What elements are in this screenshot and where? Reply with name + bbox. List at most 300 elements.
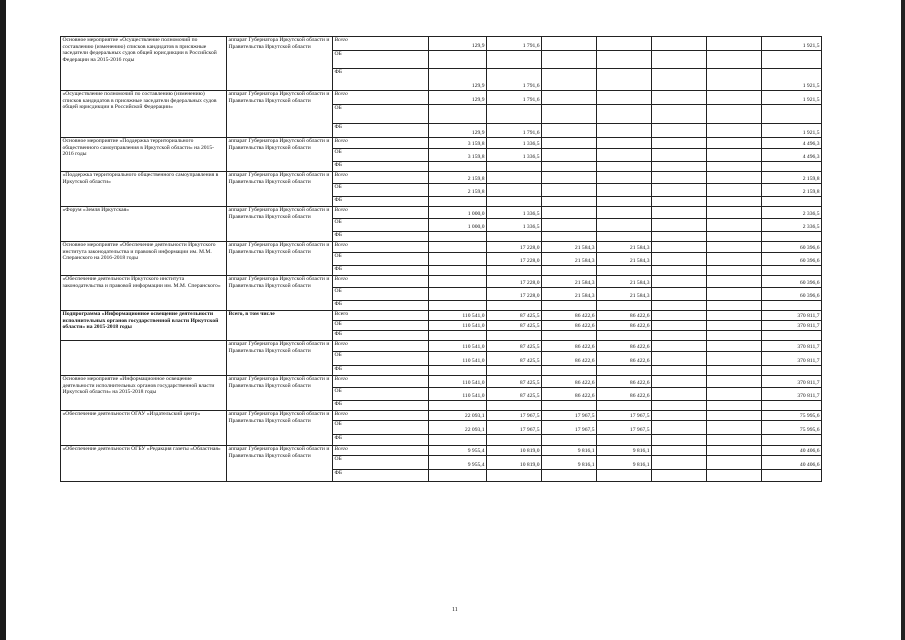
table-row [61,242,822,253]
value-cell: 17 967,5 [487,411,542,421]
responsible-executor-cell: аппарат Губернатора Иркутской области и Правительства Иркутской области [227,207,333,242]
total-cell: 370 811,7 [762,388,822,401]
total-cell: 370 811,7 [762,376,822,388]
value-cell [487,51,542,69]
funding-source-cell: Всего [333,276,429,288]
value-cell: 22 093,1 [429,421,487,435]
value-cell [652,105,707,124]
funding-source-cell: ФБ [333,69,429,91]
table-row [61,311,822,321]
value-cell [707,105,762,124]
funding-source-cell: Всего [333,311,429,321]
value-cell [652,162,707,172]
measure-name-cell: «Обеспечение деятельности ОГБУ «Редакция газеты «Областная» [61,446,227,482]
total-cell: 1 921,5 [762,69,822,91]
value-cell [597,301,652,311]
value-cell: 110 541,0 [429,376,487,388]
value-cell [652,266,707,276]
value-cell: 9 816,1 [597,456,652,470]
value-cell [707,470,762,482]
total-cell [762,366,822,376]
value-cell [542,172,597,184]
value-cell [707,138,762,149]
value-cell [542,162,597,172]
value-cell [429,197,487,207]
value-cell [487,470,542,482]
value-cell: 1 336,5 [487,149,542,162]
funding-source-cell: Всего [333,242,429,253]
value-cell [542,207,597,219]
value-cell [707,232,762,242]
value-cell [652,288,707,301]
value-cell: 86 422,6 [542,352,597,366]
value-cell [707,124,762,138]
value-cell: 86 422,6 [542,311,597,321]
value-cell: 86 422,6 [597,376,652,388]
value-cell [597,124,652,138]
value-cell: 1 791,6 [487,124,542,138]
value-cell [652,242,707,253]
value-cell [652,311,707,321]
value-cell [487,162,542,172]
value-cell [652,197,707,207]
funding-source-cell: ОБ [333,321,429,331]
value-cell: 110 541,0 [429,321,487,331]
value-cell [707,435,762,446]
value-cell: 17 228,0 [487,253,542,266]
funding-source-cell: ОБ [333,51,429,69]
funding-source-cell: ОБ [333,421,429,435]
total-cell: 1 921,5 [762,124,822,138]
value-cell: 17 228,0 [487,276,542,288]
value-cell [597,69,652,91]
total-cell [762,162,822,172]
page-number: 11 [452,607,458,613]
value-cell [597,207,652,219]
funding-source-cell: ФБ [333,162,429,172]
value-cell [597,184,652,197]
value-cell [542,149,597,162]
value-cell [652,470,707,482]
value-cell: 21 584,3 [597,242,652,253]
value-cell [597,266,652,276]
value-cell [652,207,707,219]
value-cell [542,124,597,138]
value-cell: 1 336,5 [487,219,542,232]
total-cell: 2 159,8 [762,184,822,197]
measure-name-cell: «Обеспечение деятельности ОГАУ «Издательский центр» [61,411,227,446]
funding-source-cell: Всего [333,172,429,184]
value-cell: 9 816,1 [542,456,597,470]
funding-source-cell: ОБ [333,388,429,401]
value-cell [542,37,597,51]
value-cell [707,376,762,388]
responsible-executor-cell: Всего, в том числе [227,311,333,341]
value-cell [652,91,707,105]
value-cell [652,301,707,311]
value-cell: 129,9 [429,91,487,105]
value-cell [707,388,762,401]
value-cell: 1 791,6 [487,91,542,105]
value-cell: 2 159,8 [429,184,487,197]
funding-source-cell: ОБ [333,105,429,124]
total-cell: 75 995,6 [762,411,822,421]
value-cell [707,197,762,207]
value-cell: 87 425,5 [487,341,542,352]
total-cell: 4 496,3 [762,149,822,162]
value-cell: 87 425,5 [487,352,542,366]
value-cell [652,352,707,366]
value-cell [652,219,707,232]
value-cell [707,321,762,331]
value-cell [429,266,487,276]
value-cell [707,446,762,456]
value-cell [429,105,487,124]
table-row [61,376,822,388]
total-cell [762,197,822,207]
value-cell: 22 093,1 [429,411,487,421]
value-cell [707,366,762,376]
value-cell [542,91,597,105]
value-cell [487,232,542,242]
value-cell [597,435,652,446]
funding-source-cell: ОБ [333,253,429,266]
total-cell: 370 811,7 [762,311,822,321]
value-cell [707,456,762,470]
funding-source-cell: Всего [333,138,429,149]
total-cell: 40 406,6 [762,456,822,470]
value-cell [652,401,707,411]
value-cell [652,366,707,376]
total-cell: 370 811,7 [762,352,822,366]
total-cell [762,401,822,411]
funding-source-cell: Всего [333,207,429,219]
table-row [61,37,822,51]
responsible-executor-cell: аппарат Губернатора Иркутской области и Правительства Иркутской области [227,138,333,172]
value-cell [707,352,762,366]
funding-source-cell: ФБ [333,266,429,276]
responsible-executor-cell: аппарат Губернатора Иркутской области и Правительства Иркутской области [227,172,333,207]
value-cell: 1 000,0 [429,207,487,219]
funding-source-cell: ФБ [333,124,429,138]
value-cell: 110 541,0 [429,311,487,321]
value-cell [707,207,762,219]
value-cell [487,331,542,341]
value-cell [542,301,597,311]
measure-name-cell: Основное мероприятие «Поддержка территориального общественного самоуправления в Иркутской области» на 2015-2016 годы [61,138,227,172]
funding-source-cell: ФБ [333,401,429,411]
value-cell [652,411,707,421]
value-cell [652,376,707,388]
value-cell: 21 584,3 [597,253,652,266]
value-cell [597,331,652,341]
value-cell [429,242,487,253]
value-cell: 17 967,5 [597,421,652,435]
funding-source-cell: ОБ [333,352,429,366]
value-cell: 21 584,3 [597,288,652,301]
value-cell [597,219,652,232]
responsible-executor-cell: аппарат Губернатора Иркутской области и Правительства Иркутской области [227,276,333,311]
value-cell: 1 336,5 [487,207,542,219]
funding-source-cell: ФБ [333,435,429,446]
measure-name-cell: Основное мероприятие «Информационное освещение деятельности исполнительных органов государственной власти Иркутской области» на 2015-2018 годы [61,376,227,411]
total-cell: 40 406,6 [762,446,822,456]
table-row [61,411,822,421]
value-cell [707,253,762,266]
responsible-executor-cell: аппарат Губернатора Иркутской области и Правительства Иркутской области [227,242,333,276]
value-cell: 129,9 [429,124,487,138]
value-cell [429,288,487,301]
table-row [61,138,822,149]
value-cell [597,149,652,162]
value-cell [597,232,652,242]
value-cell [707,242,762,253]
value-cell [707,421,762,435]
value-cell [652,37,707,51]
value-cell [597,470,652,482]
total-cell [762,51,822,69]
value-cell [429,470,487,482]
value-cell [429,401,487,411]
measure-name-cell: «Осуществление полномочий по составлению (изменению) списков кандидатов в присяжные заседатели федеральных судов общей юрисдикции в Российской Федерации» [61,91,227,138]
value-cell: 3 159,8 [429,149,487,162]
value-cell [542,266,597,276]
value-cell: 17 967,5 [542,421,597,435]
total-cell: 4 496,3 [762,138,822,149]
responsible-executor-cell: аппарат Губернатора Иркутской области и Правительства Иркутской области [227,446,333,482]
value-cell [597,105,652,124]
value-cell [542,184,597,197]
value-cell: 87 425,5 [487,311,542,321]
measure-name-cell: Основное мероприятие «Осуществление полномочий по составлению (изменению) списков кандидатов в присяжные заседатели федеральных судов общей юрисдикции в Российской Федерации на 2015-2016 годы [61,37,227,91]
value-cell [707,311,762,321]
responsible-executor-cell: аппарат Губернатора Иркутской области и Правительства Иркутской области [227,37,333,91]
funding-source-cell: ФБ [333,232,429,242]
value-cell [597,138,652,149]
table-row [61,91,822,105]
total-cell [762,470,822,482]
value-cell [652,421,707,435]
measure-name-cell [61,341,227,376]
total-cell: 370 811,7 [762,341,822,352]
value-cell: 110 541,0 [429,352,487,366]
value-cell: 17 967,5 [487,421,542,435]
value-cell [652,456,707,470]
value-cell [542,51,597,69]
value-cell [652,51,707,69]
value-cell: 9 955,4 [429,456,487,470]
responsible-executor-cell: аппарат Губернатора Иркутской области и Правительства Иркутской области [227,411,333,446]
funding-source-cell: ФБ [333,301,429,311]
value-cell [707,276,762,288]
value-cell: 3 159,8 [429,138,487,149]
value-cell [542,105,597,124]
value-cell: 9 816,1 [542,446,597,456]
value-cell [652,69,707,91]
value-cell: 21 584,3 [542,276,597,288]
value-cell: 86 422,6 [542,321,597,331]
value-cell [707,401,762,411]
value-cell [652,232,707,242]
value-cell: 10 819,0 [487,456,542,470]
value-cell [542,470,597,482]
value-cell: 87 425,5 [487,376,542,388]
value-cell [707,341,762,352]
value-cell: 86 422,6 [597,352,652,366]
value-cell: 17 228,0 [487,288,542,301]
budget-table [60,36,822,482]
value-cell: 110 541,0 [429,388,487,401]
value-cell [652,435,707,446]
value-cell [707,288,762,301]
value-cell [707,331,762,341]
measure-name-cell: «Форум «Земля Иркутская» [61,207,227,242]
total-cell: 2 336,5 [762,207,822,219]
funding-source-cell: ОБ [333,149,429,162]
funding-source-cell: Всего [333,341,429,352]
value-cell [707,37,762,51]
total-cell: 2 159,8 [762,172,822,184]
value-cell: 129,9 [429,37,487,51]
value-cell [652,138,707,149]
value-cell [707,219,762,232]
responsible-executor-cell: аппарат Губернатора Иркутской области и Правительства Иркутской области [227,341,333,376]
value-cell: 129,9 [429,69,487,91]
funding-source-cell: Всего [333,91,429,105]
value-cell [597,51,652,69]
value-cell [487,435,542,446]
value-cell: 86 422,6 [597,321,652,331]
value-cell [707,411,762,421]
total-cell [762,105,822,124]
value-cell [429,51,487,69]
measure-name-cell: «Обеспечение деятельности Иркутского института законодательства и правовой информации им. М.М. Сперанского» [61,276,227,311]
value-cell [597,37,652,51]
value-cell: 86 422,6 [597,341,652,352]
value-cell [487,301,542,311]
value-cell [487,366,542,376]
value-cell [597,401,652,411]
value-cell: 86 422,6 [597,388,652,401]
funding-source-cell: ОБ [333,456,429,470]
table-row [61,446,822,456]
value-cell [429,435,487,446]
value-cell [542,331,597,341]
total-cell: 1 921,5 [762,37,822,51]
value-cell: 1 000,0 [429,219,487,232]
value-cell [542,435,597,446]
funding-source-cell: ФБ [333,331,429,341]
funding-source-cell: ФБ [333,197,429,207]
funding-source-cell: ОБ [333,288,429,301]
funding-source-cell: Всего [333,376,429,388]
value-cell: 10 819,0 [487,446,542,456]
total-cell: 60 396,6 [762,253,822,266]
total-cell [762,232,822,242]
value-cell: 21 584,3 [597,276,652,288]
funding-source-cell: ОБ [333,184,429,197]
value-cell: 1 791,6 [487,69,542,91]
value-cell: 110 541,0 [429,341,487,352]
responsible-executor-cell: аппарат Губернатора Иркутской области и Правительства Иркутской области [227,376,333,411]
value-cell [707,162,762,172]
value-cell [707,91,762,105]
value-cell [707,51,762,69]
value-cell [707,69,762,91]
table-row [61,341,822,352]
value-cell: 86 422,6 [597,311,652,321]
funding-source-cell: ФБ [333,470,429,482]
value-cell [707,266,762,276]
total-cell [762,435,822,446]
table-body [61,37,822,482]
value-cell [429,276,487,288]
value-cell [429,301,487,311]
value-cell [487,401,542,411]
value-cell [487,105,542,124]
value-cell [429,253,487,266]
value-cell: 17 228,0 [487,242,542,253]
value-cell: 1 336,5 [487,138,542,149]
value-cell: 87 425,5 [487,321,542,331]
value-cell [652,253,707,266]
value-cell: 17 967,5 [542,411,597,421]
value-cell [652,184,707,197]
measure-name-cell: Основное мероприятие «Обеспечение деятельности Иркутского института законодательства и правовой информации им. М.М. Сперанского на 2016-2018 годы [61,242,227,276]
value-cell: 2 159,8 [429,172,487,184]
value-cell [542,138,597,149]
total-cell: 1 921,5 [762,91,822,105]
value-cell [487,197,542,207]
value-cell [429,162,487,172]
value-cell [542,219,597,232]
value-cell [597,91,652,105]
funding-source-cell: ФБ [333,366,429,376]
total-cell: 60 396,6 [762,242,822,253]
value-cell [652,124,707,138]
value-cell [597,366,652,376]
responsible-executor-cell: аппарат Губернатора Иркутской области и Правительства Иркутской области [227,91,333,138]
scan-edge-left [0,0,6,640]
table-row [61,276,822,288]
value-cell: 21 584,3 [542,288,597,301]
value-cell [597,172,652,184]
value-cell: 86 422,6 [542,388,597,401]
funding-source-cell: ОБ [333,219,429,232]
value-cell: 9 816,1 [597,446,652,456]
total-cell: 60 396,6 [762,276,822,288]
scan-edge-right [901,0,905,640]
value-cell: 21 584,3 [542,242,597,253]
value-cell [542,401,597,411]
total-cell: 370 811,7 [762,321,822,331]
value-cell: 9 955,4 [429,446,487,456]
measure-name-cell: Подпрограмма «Информационное освещение деятельности исполнительных органов государственной власти Иркутской области» на 2015-2018 годы [61,311,227,341]
funding-source-cell: Всего [333,446,429,456]
value-cell [487,184,542,197]
value-cell [652,172,707,184]
value-cell [652,149,707,162]
value-cell [542,197,597,207]
value-cell [542,69,597,91]
value-cell [652,341,707,352]
value-cell [542,366,597,376]
total-cell: 75 995,6 [762,421,822,435]
funding-source-cell: Всего [333,37,429,51]
value-cell [597,162,652,172]
table-row [61,172,822,184]
value-cell: 86 422,6 [542,376,597,388]
